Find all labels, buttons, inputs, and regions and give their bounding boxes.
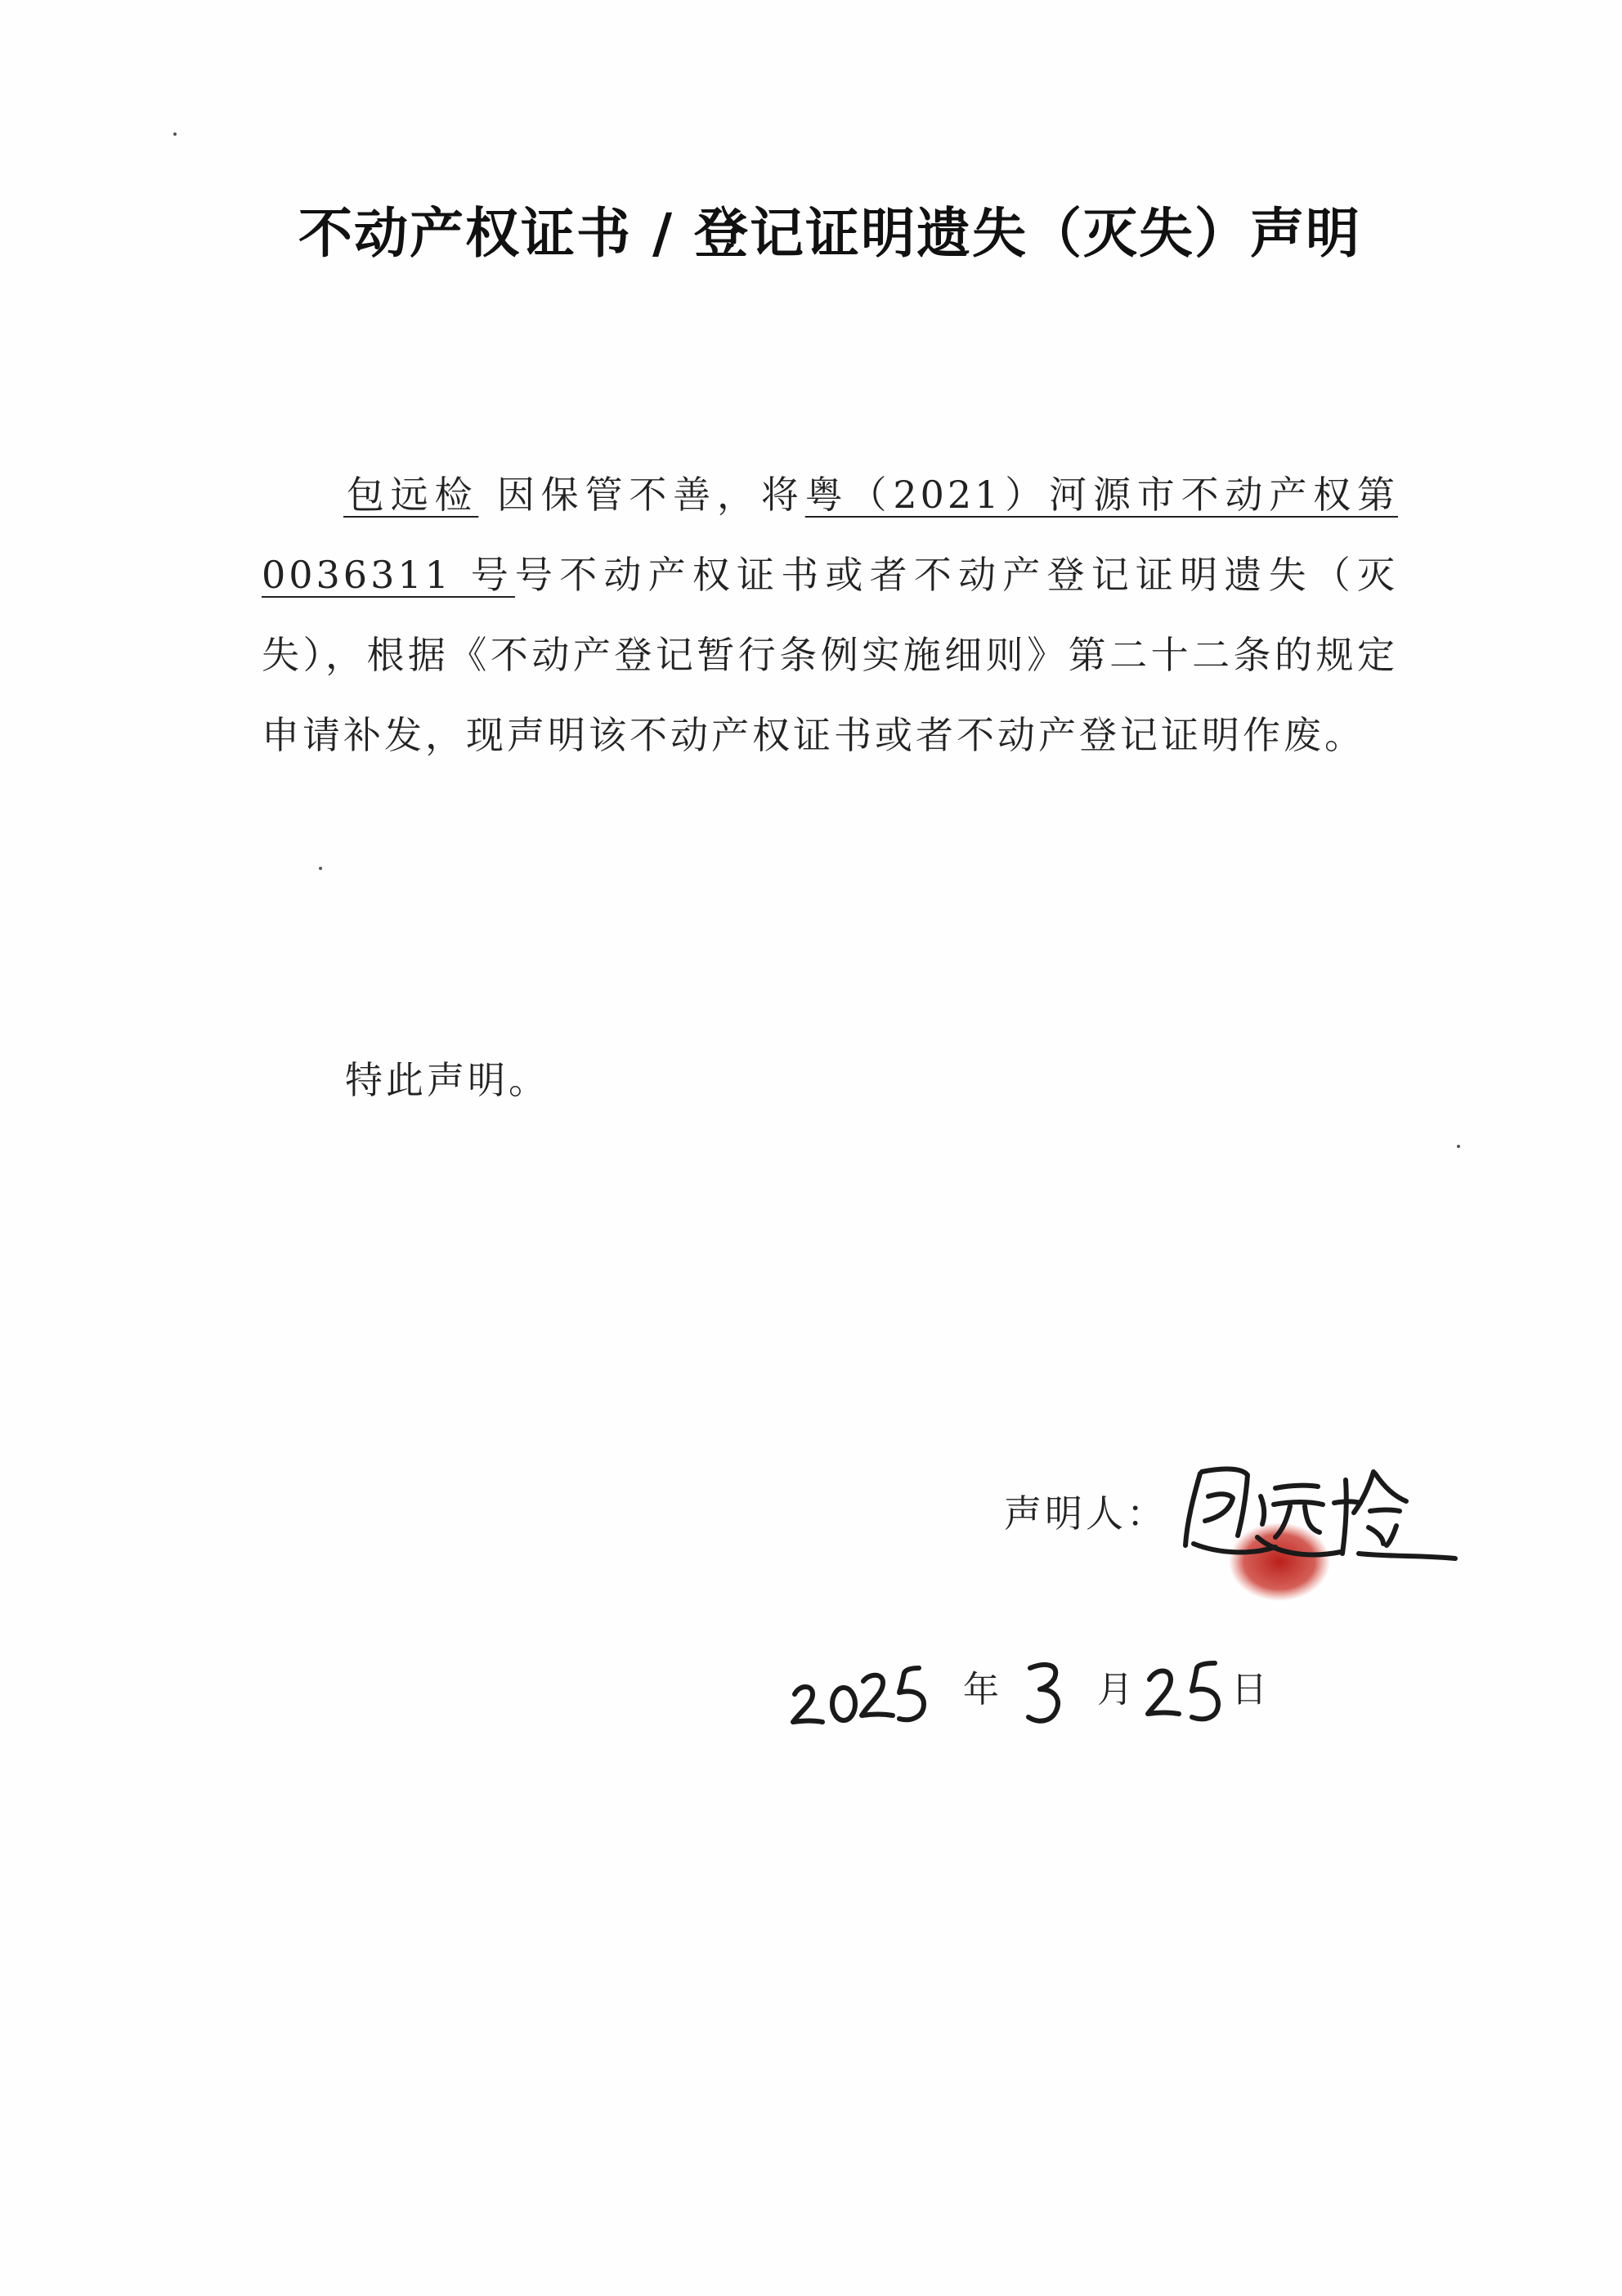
month-unit: 月 [1097,1669,1133,1711]
handwritten-month [1022,1644,1071,1742]
scan-speck [319,867,322,870]
body-text-main: 号不动产权证书或者不动产登记证明遗失（灭失），根据《不动产登记暂行条例实施细则》第二十二条的规定申请补发，现声明该不动产权证书或者不动产登记证明作废。 [262,553,1398,757]
declarant-label: 声明人： [1004,1491,1167,1536]
declaration-date [785,1644,1292,1742]
declaration-body [262,455,1398,775]
body-text-intro: 因保管不善，将 [478,473,805,517]
handwritten-day [1143,1644,1233,1742]
scan-speck [1457,1145,1460,1148]
signature-with-fingerprint [1169,1439,1480,1603]
document-title: 不动产权证书 / 登记证明遗失（灭失）声明 [298,202,1362,265]
scan-speck [173,132,177,136]
day-unit: 日 [1231,1669,1267,1711]
closing-statement: 特此声明。 [345,1058,549,1102]
certificate-number: 粤（2021）河源市不动产权第0036311 号 [262,473,1398,597]
owner-name: 包远检 [343,473,479,517]
handwritten-year [785,1644,948,1742]
year-unit: 年 [963,1669,999,1711]
